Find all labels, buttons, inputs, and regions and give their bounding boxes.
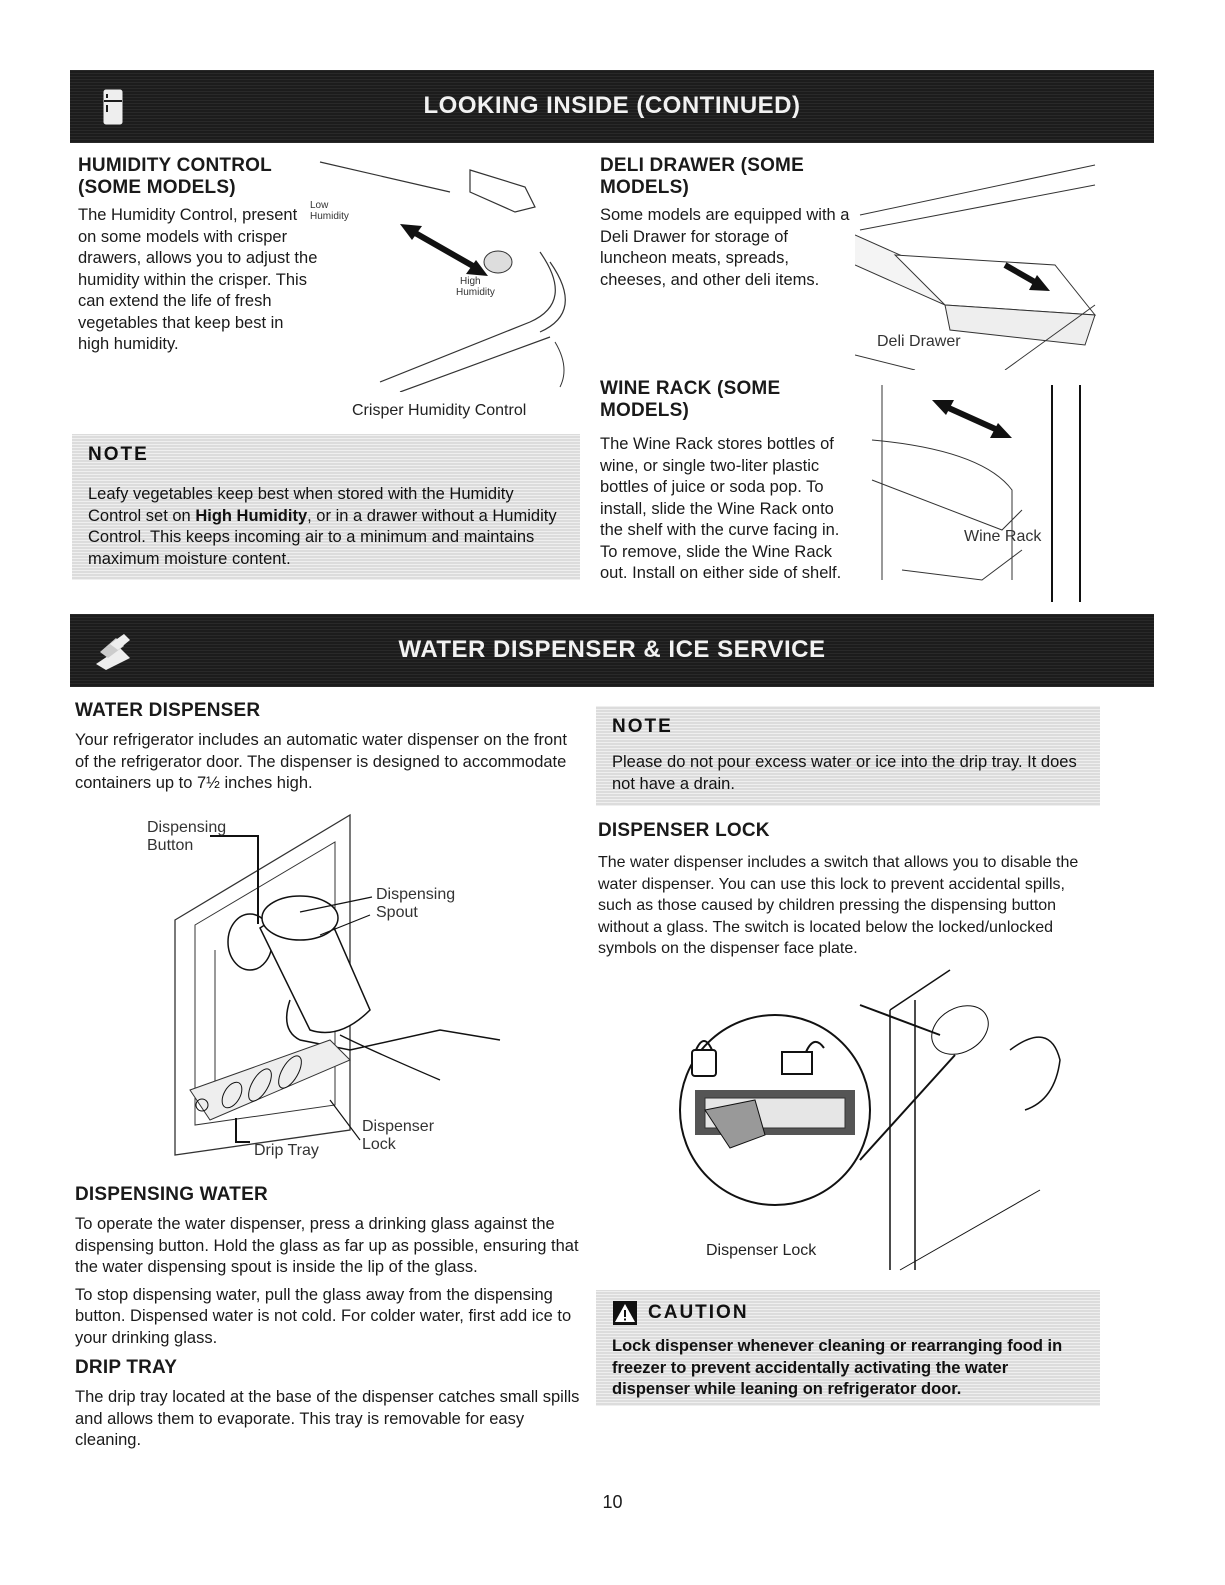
dispenser-lock-body: The water dispenser includes a switch that allows you to disable the water dispenser. You can use this lock to prevent accidental spills, such as those caused by children pressing the dispensing button without a glass. The switch is located below the locked/unlocked symbols on the dispenser face plate.	[598, 854, 1079, 957]
wine-rack-figure	[862, 380, 1097, 602]
water-dispenser-body: Your refrigerator includes an automatic water dispenser on the front of the refrigerator door. The dispenser is designed to accommodate containers up to 7½ inches high.	[75, 731, 567, 792]
note-title: NOTE	[612, 716, 673, 737]
note-box-humidity	[72, 434, 580, 580]
caution-box	[596, 1290, 1100, 1406]
note-title: NOTE	[88, 444, 149, 465]
deli-drawer-figure	[855, 155, 1100, 370]
caution-text: Lock dispenser whenever cleaning or rearranging food in freezer to prevent accidentally activating the water dispenser while leaning on refrigerator door.	[612, 1337, 1063, 1398]
water-dispenser-heading: WATER DISPENSER	[75, 700, 261, 721]
banner-title: WATER DISPENSER & ICE SERVICE	[398, 636, 826, 663]
fig-label-dispensing-button-line1: Dispensing	[147, 819, 227, 836]
humidity-heading-line2: (SOME MODELS)	[78, 177, 236, 198]
humidity-caption: Crisper Humidity Control	[352, 402, 527, 419]
fig-label-dispenser-lock	[362, 1118, 434, 1154]
humidity-body: The Humidity Control, present on some models with crisper drawers, allows you to adjust the humidity within the crisper. This can extend the life of fresh vegetables that keep best in high humidity.	[78, 206, 318, 353]
water-dispenser-figure	[140, 800, 510, 1165]
fig-label-dispenser-lock-line1: Dispenser	[362, 1118, 435, 1135]
note-box-drip-tray	[596, 706, 1100, 806]
humidity-section	[78, 155, 318, 356]
fig-label-high-line1: High	[460, 276, 481, 287]
deli-heading-line2: MODELS)	[600, 177, 690, 198]
dispenser-lock-heading: DISPENSER LOCK	[598, 820, 770, 841]
fig-label-dispenser-lock-line2: Lock	[362, 1136, 396, 1153]
note-text-bold: High Humidity	[195, 506, 308, 525]
dispenser-lock-caption: Dispenser Lock	[706, 1242, 817, 1259]
fig-label-drip-tray: Drip Tray	[254, 1142, 319, 1159]
dispenser-lock-section	[598, 820, 1098, 960]
fig-label-wine-rack: Wine Rack	[964, 528, 1042, 545]
note-text-part1: Leafy vegetables keep best when stored with the Humidity Control set on	[88, 485, 514, 525]
note-text-part2: , or in a drawer without a Humidity Control. This keeps incoming air to a minimum and maintains maximum moisture content.	[88, 506, 557, 568]
drip-tray-heading: DRIP TRAY	[75, 1357, 178, 1378]
wine-heading-line2: MODELS)	[600, 400, 690, 421]
crisper-humidity-figure	[300, 152, 580, 392]
fig-label-high	[456, 276, 495, 298]
fig-label-dispensing-button-line2: Button	[147, 837, 194, 854]
warning-icon	[612, 1300, 638, 1326]
caution-title: CAUTION	[648, 1302, 749, 1323]
dispenser-lock-illustration	[670, 960, 1110, 1280]
dispensing-water-body2: To stop dispensing water, pull the glass away from the dispensing button. Dispensed water is not cold. For colder water, first add ice to your drinking glass.	[75, 1285, 572, 1347]
page-number: 10	[602, 1492, 623, 1512]
fig-label-dispensing-button	[147, 819, 226, 855]
fig-label-low-line2: Humidity	[310, 211, 349, 222]
dispensing-water-section	[75, 1184, 580, 1452]
note-text	[88, 484, 568, 570]
section-banner-looking-inside	[70, 70, 1154, 143]
fig-label-dispensing-spout-line2: Spout	[376, 904, 418, 921]
drip-tray-body: The drip tray located at the base of the dispenser catches small spills and allows them to evaporate. This tray is removable for easy cleaning.	[75, 1388, 580, 1449]
deli-body: Some models are equipped with a Deli Drawer for storage of luncheon meats, spreads, cheeses, and other deli items.	[600, 206, 850, 289]
deli-heading-line1: DELI DRAWER (SOME	[600, 155, 804, 176]
fig-label-dispensing-spout	[376, 886, 455, 922]
water-dispenser-section	[75, 700, 580, 795]
fig-label-low	[310, 200, 349, 222]
wine-rack-illustration	[862, 380, 1097, 602]
wine-body: The Wine Rack stores bottles of wine, or single two-liter plastic bottles of juice or soda pop. To install, slide the Wine Rack onto the shelf with the curve facing in. To remove, slide the Wine Rack out. Install on either side of shelf.	[600, 435, 842, 582]
banner-title: LOOKING INSIDE (CONTINUED)	[423, 92, 801, 119]
fig-label-high-line2: Humidity	[456, 287, 495, 298]
fig-label-deli-drawer: Deli Drawer	[877, 333, 961, 350]
wine-heading-line1: WINE RACK (SOME	[600, 378, 781, 399]
fig-label-dispensing-spout-line1: Dispensing	[376, 886, 456, 903]
crisper-drawer-illustration	[300, 152, 580, 392]
fig-label-low-line1: Low	[310, 200, 329, 211]
section-banner-water-dispenser	[70, 614, 1154, 687]
wine-section	[600, 378, 850, 585]
humidity-heading-line1: HUMIDITY CONTROL	[78, 155, 272, 176]
note-text: Please do not pour excess water or ice into the drip tray. It does not have a drain.	[612, 753, 1077, 793]
dispensing-water-body1: To operate the water dispenser, press a drinking glass against the dispensing button. Hold the glass as far up as possible, ensuring that the water dispensing spout is inside the lip of the glass.	[75, 1215, 579, 1276]
dispenser-lock-figure	[670, 960, 1110, 1280]
dispensing-water-heading: DISPENSING WATER	[75, 1184, 268, 1205]
deli-section	[600, 155, 850, 291]
